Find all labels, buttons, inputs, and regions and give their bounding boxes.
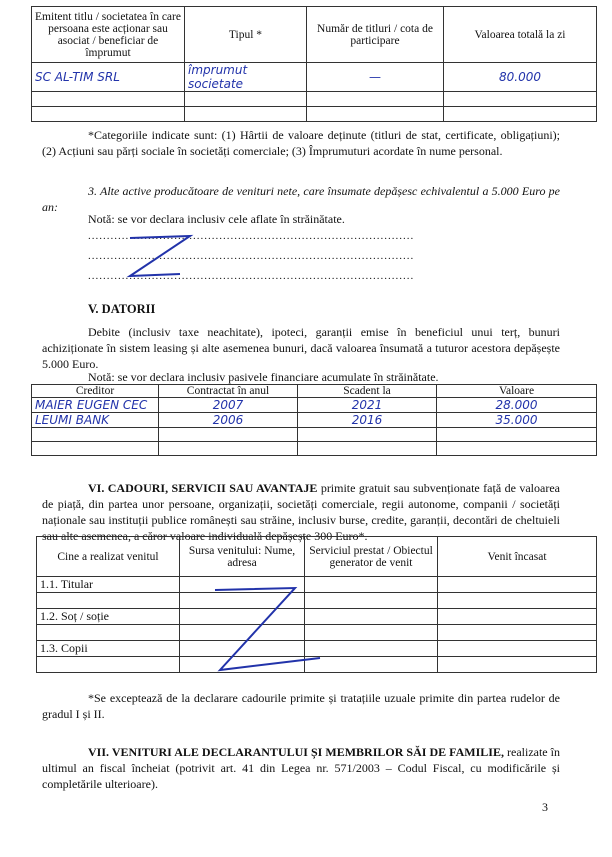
creditor-cell: MAIER EUGEN CEC: [32, 398, 159, 413]
strike-through-mark: [110, 232, 200, 282]
value-cell: 80.000: [444, 63, 597, 92]
table-row: [32, 92, 597, 107]
table-row: [32, 107, 597, 122]
due-cell: 2016: [298, 413, 437, 428]
table-row: [32, 413, 597, 428]
section6-heading: VI. CADOURI, SERVICII SAU AVANTAJE: [88, 481, 318, 495]
count-cell: —: [307, 63, 444, 92]
categories-footnote: *Categoriile indicate sunt: (1) Hârtii de valoare deținute (titluri de stat, certificate, obligațiuni); (2) Acțiuni sau părți sociale în societăți comerciale; (3) Împrumuturi acordate în nume personal.: [42, 128, 560, 158]
dotted-line: .......................................................................................: [88, 270, 415, 282]
col-header-income: Venit încasat: [438, 537, 597, 577]
contracted-cell: 2007: [159, 398, 298, 413]
type-cell: împrumut societate: [185, 63, 307, 92]
section5-note: Notă: se vor declara inclusiv pasivele financiare acumulate în străinătate.: [88, 370, 439, 384]
dotted-line: .......................................................................................: [88, 230, 415, 242]
dotted-line: .......................................................................................: [88, 250, 415, 262]
col-header-creditor: Creditor: [32, 385, 159, 398]
assets3-note: Notă: se vor declara inclusiv cele aflate în străinătate.: [88, 212, 345, 226]
section5-heading: V. DATORII: [88, 302, 156, 316]
section6-text: [42, 480, 560, 544]
issuer-cell: SC AL-TIM SRL: [32, 63, 185, 92]
debts-table: [31, 384, 597, 456]
section6-body: primite gratuit sau subvenționate față de valoarea de piață, din partea unor persoane, organizații, societăți comerciale, regii autonome, companii / societăți naționale sau instituții publice românești sau străine, inclusiv burse, credite, garanții, decontări de cheltuieli sau alte asemenea, a căror valoare individuală depășește 300 Euro*.: [42, 481, 560, 543]
col-header-issuer: Emitent titlu / societatea în care persoana este acționar sau asociat / beneficiar de împrumut: [32, 7, 185, 63]
col-header-contracted: Contractat în anul: [159, 385, 298, 398]
section7-text: [42, 744, 560, 792]
section7-heading: VII. VENITURI ALE DECLARANTULUI ȘI MEMBRILOR SĂI DE FAMILIE,: [88, 745, 504, 759]
due-cell: 2021: [298, 398, 437, 413]
col-header-who: Cine a realizat venitul: [37, 537, 180, 577]
col-header-count: Număr de titluri / cota de participare: [307, 7, 444, 63]
contracted-cell: 2006: [159, 413, 298, 428]
table-row: [32, 442, 597, 456]
strike-through-mark: [200, 580, 330, 680]
col-header-amount: Valoare: [437, 385, 597, 398]
table-row: [32, 63, 597, 92]
col-header-type: Tipul *: [185, 7, 307, 63]
row-label: 1.1. Titular: [37, 577, 180, 593]
col-header-due: Scadent la: [298, 385, 437, 398]
amount-cell: 35.000: [437, 413, 597, 428]
section7-body: realizate în ultimul an fiscal încheiat (potrivit art. 41 din Legea nr. 571/2003 – Codul Fiscal, cu modificările și completările ulterioare).: [42, 745, 561, 791]
section5-text: Debite (inclusiv taxe neachitate), ipoteci, garanții emise în beneficiul unui terț, bunuri achiziționate în sistem leasing și alte asemenea bunuri, dacă valoarea însumată a tuturor acestora depășește 5.000 Euro.: [42, 325, 560, 371]
col-header-service: Serviciul prestat / Obiectul generator de venit: [305, 537, 438, 577]
row-label: 1.3. Copii: [37, 641, 180, 657]
assets3-title: 3. Alte active producătoare de venituri nete, care însumate depășesc echivalentul a 5.000 Euro pe an:: [42, 184, 560, 214]
row-label: 1.2. Soț / soție: [37, 609, 180, 625]
col-header-source: Sursa venitului: Nume, adresa: [180, 537, 305, 577]
holdings-table: [31, 6, 597, 122]
col-header-value: Valoarea totală la zi: [444, 7, 597, 63]
table-row: [32, 428, 597, 442]
page-number: 3: [542, 800, 548, 814]
section6-footnote: *Se exceptează de la declarare cadourile primite și tratațiile uzuale primite din partea rudelor de gradul I și II.: [42, 691, 560, 721]
table-row: [32, 398, 597, 413]
creditor-cell: LEUMI BANK: [32, 413, 159, 428]
amount-cell: 28.000: [437, 398, 597, 413]
